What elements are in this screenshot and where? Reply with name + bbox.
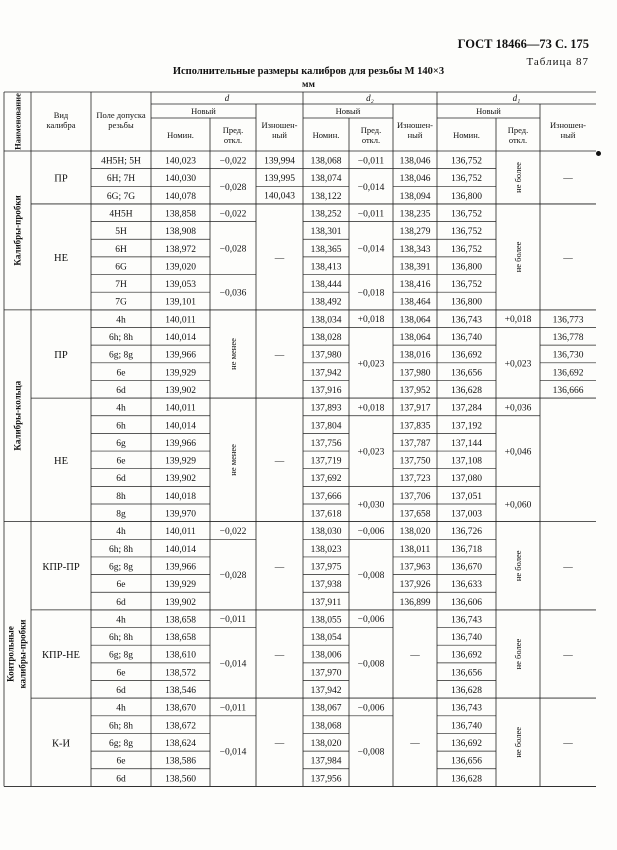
header-pred-otkl: откл.	[508, 135, 528, 145]
kind-label: НЕ	[54, 252, 68, 264]
cell-span: −0,011	[219, 703, 247, 714]
cell-d1-nominal: 136,752	[451, 209, 482, 220]
cell-span: —	[274, 253, 285, 264]
cell-d2-nominal: 138,023	[310, 544, 342, 555]
cell-d1-nominal: 137,051	[451, 491, 482, 502]
cell-d-nominal: 138,658	[165, 615, 196, 626]
cell-d1-nominal: 137,080	[451, 474, 482, 485]
header-vid-kalibra: Вид	[53, 110, 69, 120]
cell-pole: 7G	[115, 297, 127, 308]
cell-d2-worn: 137,963	[399, 562, 431, 573]
cell-pole: 6G	[115, 262, 127, 273]
cell-d1-nominal: 136,743	[451, 315, 482, 326]
cell-d-nominal: 138,908	[165, 227, 196, 238]
cell-span: −0,036	[219, 288, 247, 299]
kind-label: КПР-ПР	[42, 561, 80, 573]
cell-span: −0,014	[219, 659, 247, 670]
cell-span: −0,014	[357, 244, 385, 255]
cell-d2-nominal: 138,252	[310, 209, 342, 220]
group-label: Контрольные	[5, 626, 16, 682]
cell-span: —	[563, 650, 573, 661]
cell-d2-nominal: 137,956	[310, 774, 342, 785]
cell-d-nominal: 140,014	[165, 421, 196, 432]
cell-d1-worn: 136,666	[552, 385, 584, 396]
cell-span-vertical: не более	[513, 726, 523, 758]
cell-span: +0,018	[357, 315, 385, 326]
cell-span: —	[410, 650, 420, 661]
cell-span: −0,018	[357, 288, 385, 299]
cell-span-vertical: не более	[513, 162, 523, 193]
cell-span: —	[563, 253, 573, 264]
cell-d1-nominal: 136,740	[451, 333, 482, 343]
cell-d-nominal: 140,030	[165, 174, 196, 185]
cell-span: +0,018	[357, 403, 385, 414]
header-iznoshennyi: ный	[407, 130, 423, 140]
cell-d-nominal: 139,966	[165, 562, 196, 573]
cell-d2-worn: 138,011	[399, 544, 431, 555]
cell-d2-worn: 138,416	[399, 280, 431, 291]
cell-d-nominal: 140,011	[165, 403, 196, 414]
cell-d2-worn: 137,706	[399, 491, 431, 502]
cell-d1-nominal: 136,743	[451, 615, 482, 626]
cell-d1-nominal: 136,726	[451, 527, 482, 538]
cell-d2-worn: 138,046	[399, 156, 431, 167]
cell-d-nominal: 138,670	[165, 703, 196, 714]
cell-d2-worn: 138,279	[399, 227, 431, 238]
cell-pole: 4h	[116, 527, 126, 538]
cell-span: —	[563, 562, 573, 573]
cell-d1-nominal: 136,752	[451, 244, 482, 255]
cell-d-nominal: 139,101	[165, 297, 196, 308]
cell-pole: 6e	[116, 756, 126, 767]
group-label: Калибры-пробки	[12, 195, 23, 266]
cell-d1-nominal: 136,628	[451, 385, 482, 396]
cell-d1-nominal: 136,740	[451, 633, 482, 644]
group-label: калибры-пробки	[17, 619, 28, 689]
cell-span: +0,023	[357, 447, 385, 458]
cell-span-vertical: не более	[513, 241, 523, 273]
cell-span: +0,060	[504, 500, 532, 511]
cell-pole: 6e	[116, 456, 126, 467]
cell-span: +0,046	[504, 447, 532, 458]
cell-pole: 6d	[116, 597, 126, 608]
cell-span: −0,028	[219, 244, 247, 255]
cell-pole: 6h; 8h	[108, 333, 134, 343]
header-pred-otkl: Пред.	[222, 125, 244, 135]
cell-d1-nominal: 136,628	[451, 774, 482, 785]
cell-span: —	[274, 562, 285, 573]
cell-d2-nominal: 138,413	[310, 262, 342, 273]
cell-d2-worn: 137,723	[399, 474, 431, 485]
cell-d2-nominal: 137,942	[310, 368, 342, 379]
cell-d-nominal: 138,658	[165, 633, 196, 644]
cell-d1-nominal: 137,003	[451, 509, 482, 520]
cell-span-vertical: не менее	[228, 444, 238, 476]
cell-pole: 6g; 8g	[108, 738, 134, 749]
cell-d1-nominal: 136,606	[451, 597, 482, 608]
cell-d2-nominal: 137,804	[310, 421, 342, 432]
cell-d-nominal: 139,020	[165, 262, 196, 273]
cell-d2-worn: 138,064	[399, 333, 431, 343]
cell-d-nominal: 139,966	[165, 350, 196, 361]
cell-d1-nominal: 136,752	[451, 280, 482, 291]
cell-d2-nominal: 137,975	[310, 562, 342, 573]
cell-span: −0,008	[357, 747, 385, 758]
cell-d1-worn: 136,692	[552, 368, 584, 379]
cell-d1-nominal: 136,740	[451, 721, 482, 732]
cell-d-nominal: 140,023	[165, 156, 196, 167]
cell-d2-nominal: 137,942	[310, 686, 342, 696]
cell-d2-nominal: 138,301	[310, 227, 342, 238]
cell-d1-nominal: 136,656	[451, 368, 482, 379]
cell-pole: 8g	[116, 509, 126, 520]
cell-d1-nominal: 136,752	[451, 156, 482, 167]
cell-span: —	[274, 650, 285, 661]
cell-d2-nominal: 137,756	[310, 438, 342, 449]
cell-d-nominal: 140,014	[165, 544, 196, 555]
cell-pole: 6d	[116, 474, 126, 485]
cell-span: —	[274, 350, 285, 361]
cell-pole: 4H5H	[109, 209, 133, 220]
header-group-0: d	[224, 93, 230, 103]
cell-d2-nominal: 137,719	[310, 456, 342, 467]
cell-span: −0,028	[219, 571, 247, 582]
cell-pole: 6h; 8h	[108, 721, 134, 732]
cell-d1-nominal: 137,144	[451, 438, 482, 449]
cell-d2-worn: 138,094	[399, 191, 431, 202]
cell-span: −0,006	[357, 703, 385, 714]
cell-span-vertical: не более	[513, 638, 523, 670]
cell-d-nominal: 138,672	[165, 721, 196, 732]
table-caption: Исполнительные размеры калибров для резьбы М 140×3	[172, 66, 445, 77]
cell-d1-nominal: 136,692	[451, 350, 482, 361]
cell-pole: 4h	[116, 315, 126, 326]
cell-span: —	[563, 173, 573, 184]
cell-d-nominal: 138,610	[165, 650, 196, 661]
header-nominal: Номин.	[167, 130, 194, 140]
cell-d1-nominal: 137,108	[451, 456, 482, 467]
cell-d1-nominal: 137,284	[451, 403, 482, 414]
cell-pole: 6g; 8g	[108, 562, 134, 573]
cell-d2-nominal: 138,055	[310, 615, 342, 626]
cell-pole: 6d	[116, 686, 126, 696]
cell-pole: 6h	[116, 421, 126, 432]
cell-d2-worn: 137,750	[399, 456, 431, 467]
cell-span: −0,008	[357, 659, 385, 670]
cell-d2-nominal: 137,984	[310, 756, 342, 767]
cell-pole: 6d	[116, 385, 126, 396]
cell-d1-nominal: 136,752	[451, 174, 482, 185]
cell-span: 139,995	[264, 173, 295, 184]
cell-d2-worn: 137,917	[399, 403, 431, 414]
cell-pole: 6e	[116, 668, 126, 679]
cell-d-nominal: 139,902	[165, 597, 196, 608]
cell-d-nominal: 139,902	[165, 474, 196, 485]
cell-d1-nominal: 136,656	[451, 668, 482, 679]
header-pole-dopuska: резьбы	[108, 120, 134, 130]
group-label: Калибры-кольца	[12, 380, 23, 451]
cell-pole: 6e	[116, 580, 126, 591]
cell-d2-nominal: 138,068	[310, 156, 342, 167]
cell-d1-nominal: 136,743	[451, 703, 482, 714]
cell-span: −0,022	[219, 209, 247, 220]
cell-span: 140,043	[264, 191, 295, 202]
cell-d1-nominal: 136,628	[451, 686, 482, 696]
cell-pole: 6e	[116, 368, 126, 379]
cell-d2-nominal: 137,970	[310, 668, 342, 679]
cell-span: −0,022	[219, 526, 247, 537]
cell-d-nominal: 139,929	[165, 456, 196, 467]
header-iznoshennyi: Изношен-	[550, 120, 586, 130]
cell-d-nominal: 138,560	[165, 774, 196, 785]
cell-d-nominal: 139,053	[165, 280, 196, 291]
cell-d2-worn: 138,064	[399, 315, 431, 326]
cell-d1-nominal: 136,752	[451, 227, 482, 238]
cell-d1-nominal: 136,800	[451, 297, 482, 308]
cell-span: −0,008	[357, 571, 385, 582]
cell-d2-worn: 138,046	[399, 174, 431, 185]
cell-pole: 6H; 7H	[106, 174, 136, 185]
cell-span: −0,022	[219, 156, 247, 167]
cell-span: +0,030	[357, 500, 385, 511]
cell-d2-worn: 137,835	[399, 421, 431, 432]
cell-d-nominal: 138,858	[165, 209, 196, 220]
document-reference: ГОСТ 18466—73 С. 175	[457, 37, 589, 51]
cell-d2-worn: 138,391	[399, 262, 431, 273]
table-label: Таблица 87	[526, 56, 589, 68]
cell-d2-worn: 137,952	[399, 385, 431, 396]
cell-span: —	[274, 456, 285, 467]
cell-d2-nominal: 138,365	[310, 244, 342, 255]
cell-d1-nominal: 136,692	[451, 650, 482, 661]
cell-d2-nominal: 137,692	[310, 474, 342, 485]
cell-d2-nominal: 138,028	[310, 333, 342, 343]
header-nominal: Номин.	[453, 130, 480, 140]
cell-d1-nominal: 137,192	[451, 421, 482, 432]
cell-span-vertical: не менее	[228, 338, 238, 370]
cell-span: +0,018	[504, 315, 532, 326]
header-iznoshennyi: ный	[560, 130, 576, 140]
cell-pole: 4H5H; 5H	[101, 156, 141, 167]
cell-span: −0,014	[219, 747, 247, 758]
cell-d2-worn: 138,235	[399, 209, 431, 220]
cell-d2-nominal: 137,911	[310, 597, 342, 608]
cell-d-nominal: 140,014	[165, 333, 196, 343]
cell-d1-worn: 136,773	[552, 315, 584, 326]
cell-d2-nominal: 138,020	[310, 738, 342, 749]
cell-d2-worn: 138,020	[399, 527, 431, 538]
cell-d1-nominal: 136,670	[451, 562, 482, 573]
cell-d1-nominal: 136,692	[451, 738, 482, 749]
cell-d2-nominal: 137,666	[310, 491, 342, 502]
cell-d2-nominal: 138,067	[310, 703, 342, 714]
cell-span: −0,028	[219, 182, 247, 193]
cell-d-nominal: 138,972	[165, 244, 196, 255]
cell-pole: 6h; 8h	[108, 633, 134, 644]
cell-d1-nominal: 136,718	[451, 544, 482, 555]
cell-span: −0,011	[357, 156, 385, 167]
cell-d-nominal: 139,970	[165, 509, 196, 520]
cell-d2-nominal: 138,034	[310, 315, 342, 326]
header-vid-kalibra: калибра	[46, 120, 76, 130]
cell-d-nominal: 140,011	[165, 527, 196, 538]
cell-d2-nominal: 137,893	[310, 403, 342, 414]
cell-d1-worn: 136,730	[552, 350, 584, 361]
cell-d2-nominal: 138,444	[310, 280, 342, 291]
cell-span: −0,006	[357, 615, 385, 626]
cell-span: −0,006	[357, 526, 385, 537]
cell-pole: 4h	[116, 615, 126, 626]
cell-pole: 6d	[116, 774, 126, 785]
cell-span: +0,023	[357, 359, 385, 370]
kind-label: ПР	[54, 349, 68, 361]
header-group-2: d₁	[512, 93, 521, 103]
header-group-1: d₂	[366, 93, 374, 103]
cell-span: —	[274, 738, 285, 749]
header-new: Новый	[476, 106, 501, 116]
cell-span: −0,011	[219, 615, 247, 626]
cell-d-nominal: 138,546	[165, 686, 196, 696]
cell-pole: 6g; 8g	[108, 650, 134, 661]
cell-pole: 4h	[116, 403, 126, 414]
cell-d2-worn: 137,980	[399, 368, 431, 379]
cell-d2-worn: 138,464	[399, 297, 431, 308]
cell-span-vertical: не более	[513, 550, 523, 582]
cell-d1-nominal: 136,656	[451, 756, 482, 767]
cell-pole: 6H	[115, 244, 127, 255]
cell-pole: 6g	[116, 438, 126, 449]
cell-span: 139,994	[264, 156, 295, 167]
kind-label: КПР-НЕ	[42, 650, 80, 662]
cell-d-nominal: 138,572	[165, 668, 196, 679]
cell-d2-nominal: 137,916	[310, 385, 342, 396]
cell-d-nominal: 139,902	[165, 385, 196, 396]
cell-d-nominal: 139,929	[165, 368, 196, 379]
cell-d-nominal: 139,929	[165, 580, 196, 591]
cell-d-nominal: 139,966	[165, 438, 196, 449]
header-pred-otkl: откл.	[223, 135, 243, 145]
cell-pole: 6g; 8g	[108, 350, 134, 361]
header-iznoshennyi: ный	[272, 130, 287, 140]
cell-d1-worn: 136,778	[552, 333, 584, 343]
header-new: Новый	[335, 106, 361, 116]
cell-d2-nominal: 138,122	[310, 191, 342, 202]
cell-d2-nominal: 137,618	[310, 509, 342, 520]
cell-d-nominal: 140,078	[165, 191, 196, 202]
kind-label: НЕ	[54, 455, 68, 467]
cell-d2-nominal: 138,006	[310, 650, 342, 661]
cell-span: —	[410, 738, 420, 749]
cell-d2-worn: 137,787	[399, 438, 431, 449]
header-new: Новый	[191, 106, 216, 116]
header-pred-otkl: Пред.	[507, 125, 529, 135]
cell-span: +0,023	[504, 359, 532, 370]
cell-d2-worn: 137,926	[399, 580, 431, 591]
cell-d2-worn: 137,658	[399, 509, 431, 520]
cell-span: −0,011	[357, 209, 385, 220]
cell-d2-worn: 138,016	[399, 350, 431, 361]
cell-d2-nominal: 138,074	[310, 174, 342, 185]
kind-label: К-И	[51, 738, 71, 750]
cell-d1-nominal: 136,800	[451, 191, 482, 202]
cell-pole: 8h	[116, 491, 126, 502]
cell-pole: 5H	[115, 227, 127, 238]
cell-d2-worn: 138,343	[399, 244, 431, 255]
cell-d2-nominal: 138,492	[310, 297, 342, 308]
kind-label: ПР	[54, 173, 68, 185]
unit-label: мм	[302, 80, 315, 90]
cell-span: +0,036	[504, 403, 532, 414]
cell-d1-nominal: 136,800	[451, 262, 482, 273]
cell-d2-worn: 136,899	[399, 597, 431, 608]
cell-d2-nominal: 138,068	[310, 721, 342, 732]
cell-d2-nominal: 138,030	[310, 527, 342, 538]
header-pred-otkl: Пред.	[360, 125, 382, 135]
cell-d-nominal: 140,011	[165, 315, 196, 326]
cell-d2-nominal: 137,938	[310, 580, 342, 591]
header-pole-dopuska: Поле допуска	[96, 110, 146, 120]
cell-pole: 7H	[115, 280, 127, 291]
cell-d2-nominal: 138,054	[310, 633, 342, 644]
cell-span: —	[563, 738, 573, 749]
cell-span: −0,014	[357, 182, 385, 193]
cell-d-nominal: 140,018	[165, 491, 196, 502]
header-pred-otkl: откл.	[361, 135, 381, 145]
cell-pole: 4h	[116, 703, 126, 714]
header-iznoshennyi: Изношен-	[397, 120, 433, 130]
cell-d-nominal: 138,586	[165, 756, 196, 767]
header-iznoshennyi: Изношен-	[261, 120, 298, 130]
cell-pole: 6G; 7G	[106, 191, 136, 202]
cell-d1-nominal: 136,633	[451, 580, 482, 591]
header-naimenovanie: Наименование	[12, 93, 23, 150]
cell-pole: 6h; 8h	[108, 544, 134, 555]
cell-d-nominal: 138,624	[165, 738, 196, 749]
cell-d2-nominal: 137,980	[310, 350, 342, 361]
header-nominal: Номин.	[312, 130, 340, 140]
